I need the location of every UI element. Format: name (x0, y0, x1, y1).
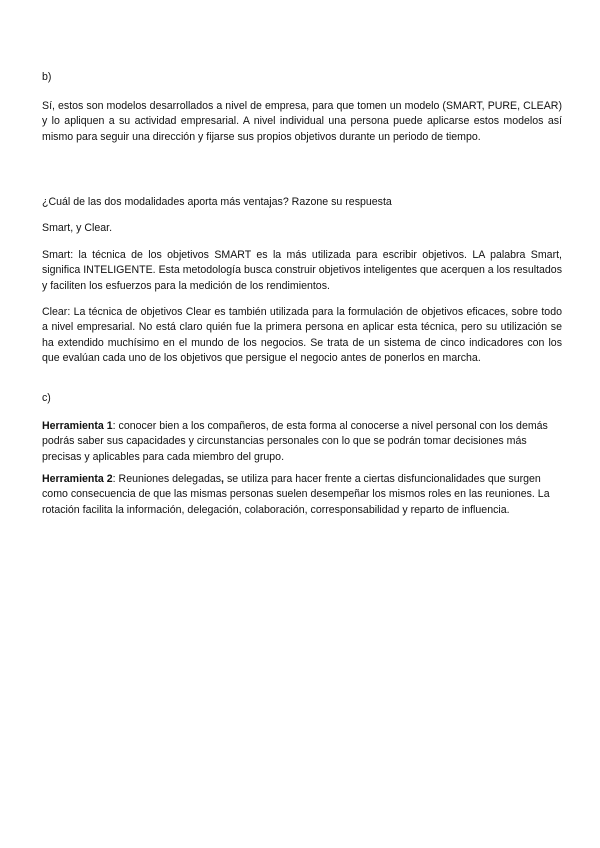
clear-paragraph: Clear: La técnica de objetivos Clear es también utilizada para la formulación de objetivos eficaces, sobre todo a nivel empresarial. No está claro quién fue la primera persona en aplicar esta técnica, pero su utilización se ha extendido muchísimo en el mundo de los negocios. Se trata de un sistema de cinco indicadores con los que evalúan cada uno de los objetivos que persigue el negocio antes de ponerlos en marcha. (42, 306, 562, 365)
tool-2-text-a: : Reuniones delegadas (112, 473, 222, 485)
tool-1-text: : conocer bien a los compañeros, de esta forma al conocerse a nivel personal con los demás podrás saber sus capacidades y circunstancias personales con lo que se podrán tomar decisiones más precisas y aplicables para cada miembro del grupo. (42, 420, 548, 463)
question-text: ¿Cuál de las dos modalidades aporta más ventajas? Razone su respuesta (42, 196, 392, 208)
answer-short: Smart, y Clear. (42, 222, 113, 234)
section-b-label: b) (42, 71, 52, 83)
section-c-label: c) (42, 392, 51, 404)
tool-2-bold-comma: , (221, 473, 224, 485)
tool-1-paragraph (42, 419, 562, 465)
smart-paragraph: Smart: la técnica de los objetivos SMART es la más utilizada para escribir objetivos. LA palabra Smart, significa INTELIGENTE. Esta metodología busca construir objetivos inteligentes que acerquen a los resultados y faciliten los esfuerzos para la medición de los rendimientos. (42, 249, 562, 292)
tool-2-paragraph (42, 472, 562, 518)
tool-2-title: Herramienta 2 (42, 473, 113, 485)
tool-2-text-b: se utiliza para hacer frente a ciertas disfuncionalidades que surgen como consecuencia de que las mismas personas suelen desempeñar los mismos roles en las reuniones. La rotación facilita la información, delegación, colaboración, corresponsabilidad y reparto de influencia. (42, 473, 550, 516)
tool-1-title: Herramienta 1 (42, 420, 113, 432)
section-b-paragraph: Sí, estos son modelos desarrollados a nivel de empresa, para que tomen un modelo (SMART, PURE, CLEAR) y lo apliquen a su actividad empresarial. A nivel individual una persona puede aplicarse estos modelos así mismo para seguir una dirección y fijarse sus propios objetivos durante un periodo de tiempo. (42, 100, 562, 143)
